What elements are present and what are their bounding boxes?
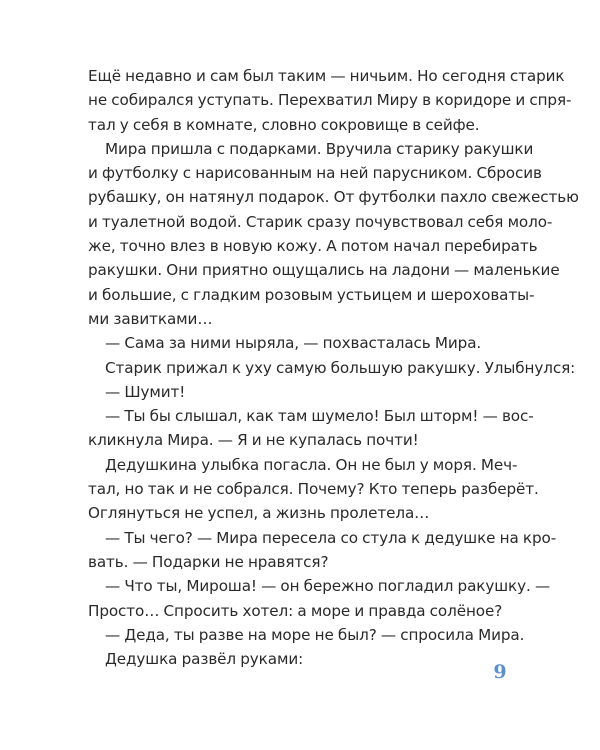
text-line: и большие, с гладким розовым устьицем и шероховаты- [88,285,535,304]
text-line: и футболку с нарисованным на ней парусником. Сбросив [88,164,542,183]
text-line: ми завитками… [88,309,213,328]
text-line: тал, но так и не собрался. Почему? Кто теперь разберёт. [88,480,539,499]
text-line: Дедушкина улыбка погасла. Он не был у моря. Меч- [105,455,518,474]
text-line: — Сама за ними ныряла, — похвасталась Мира. [105,334,482,353]
text-line: — Ты бы слышал, как там шумело! Был шторм! — вос- [105,407,534,426]
text-line: Мира пришла с подарками. Вручила старику ракушки [105,139,534,158]
text-line: тал у себя в комнате, словно сокровище в сейфе. [88,115,480,134]
text-line: рубашку, он натянул подарок. От футболки пахло свежестью [88,188,579,207]
text-line: и туалетной водой. Старик сразу почувствовал себя моло- [88,212,553,231]
text-line: — Шумит! [105,382,186,401]
page-number: 9 [493,661,507,683]
text-line: кликнула Мира. — Я и не купалась почти! [88,431,419,450]
text-line: вать. — Подарки не нравятся? [88,552,329,571]
text-line: Оглянуться не успел, а жизнь пролетела… [88,504,430,523]
text-line: не собирался уступать. Перехватил Миру в коридоре и спря- [88,91,572,110]
text-line: же, точно влез в новую кожу. А потом начал перебирать [88,237,538,256]
body-text [88,64,579,671]
text-line: Старик прижал к уху самую большую ракушку. Улыбнулся: [105,358,576,377]
text-line: — Что ты, Мироша! — он бережно погладил ракушку. — [105,577,551,596]
text-line: — Ты чего? — Мира пересела со стула к дедушке на кро- [105,528,557,547]
text-line: Дедушка развёл руками: [105,650,304,669]
text-line: Просто… Спросить хотел: а море и правда солёное? [88,601,503,620]
text-line: — Деда, ты разве на море не был? — спросила Мира. [105,625,525,644]
text-line: Ещё недавно и сам был таким — ничьим. Но сегодня старик [88,67,565,85]
text-line: ракушки. Они приятно ощущались на ладони — маленькие [88,261,560,280]
